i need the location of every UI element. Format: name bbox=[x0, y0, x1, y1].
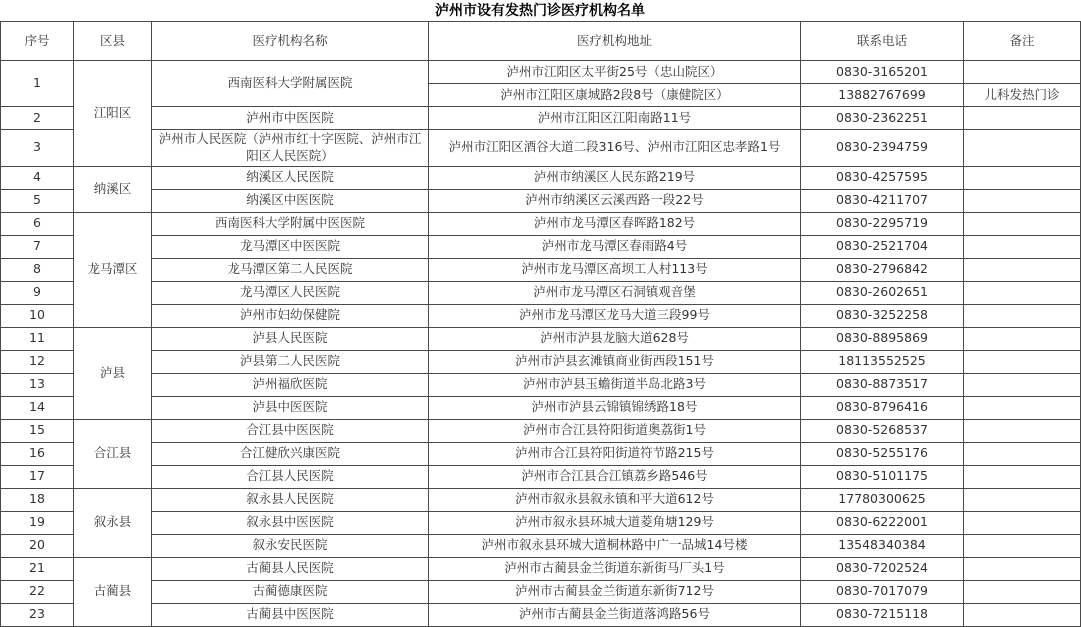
cell-no: 23 bbox=[1, 603, 74, 626]
cell-no: 1 bbox=[1, 61, 74, 107]
cell-phone: 0830-8873517 bbox=[801, 373, 964, 396]
cell-address: 泸州市古蔺县金兰街道落鸿路56号 bbox=[429, 603, 801, 626]
cell-remark bbox=[964, 304, 1081, 327]
cell-phone: 0830-5255176 bbox=[801, 442, 964, 465]
table-row bbox=[1, 488, 1081, 511]
cell-remark bbox=[964, 350, 1081, 373]
cell-phone: 0830-2521704 bbox=[801, 235, 964, 258]
cell-no: 21 bbox=[1, 557, 74, 580]
cell-address: 泸州市古蔺县金兰街道东新街712号 bbox=[429, 580, 801, 603]
cell-institution-name: 合江健欣兴康医院 bbox=[152, 442, 429, 465]
cell-remark bbox=[964, 166, 1081, 189]
cell-address: 泸州市江阳区太平街25号（忠山院区） bbox=[429, 61, 801, 84]
cell-institution-name: 叙永县人民医院 bbox=[152, 488, 429, 511]
cell-institution-name: 泸县第二人民医院 bbox=[152, 350, 429, 373]
table-row bbox=[1, 511, 1081, 534]
cell-institution-name: 纳溪区人民医院 bbox=[152, 166, 429, 189]
cell-no: 15 bbox=[1, 419, 74, 442]
column-header-phone: 联系电话 bbox=[801, 22, 964, 61]
table-row bbox=[1, 258, 1081, 281]
cell-phone: 0830-2362251 bbox=[801, 107, 964, 130]
column-header-address: 医疗机构地址 bbox=[429, 22, 801, 61]
cell-institution-name: 龙马潭区人民医院 bbox=[152, 281, 429, 304]
column-header-no: 序号 bbox=[1, 22, 74, 61]
table-row bbox=[1, 130, 1081, 167]
cell-remark bbox=[964, 557, 1081, 580]
column-header-district: 区县 bbox=[74, 22, 152, 61]
cell-remark bbox=[964, 258, 1081, 281]
cell-address: 泸州市合江县符阳街道奥荔街1号 bbox=[429, 419, 801, 442]
cell-institution-name: 泸州市中医医院 bbox=[152, 107, 429, 130]
table-row bbox=[1, 107, 1081, 130]
cell-address: 泸州市纳溪区人民东路219号 bbox=[429, 166, 801, 189]
cell-phone: 0830-3165201 bbox=[801, 61, 964, 84]
cell-district: 古蔺县 bbox=[74, 557, 152, 626]
table-row bbox=[1, 373, 1081, 396]
cell-phone: 0830-7202524 bbox=[801, 557, 964, 580]
cell-address: 泸州市古蔺县金兰街道东新街马厂头1号 bbox=[429, 557, 801, 580]
cell-institution-name: 泸州市人民医院（泸州市红十字医院、泸州市江阳区人民医院） bbox=[152, 130, 429, 167]
cell-institution-name: 叙永安民医院 bbox=[152, 534, 429, 557]
cell-no: 12 bbox=[1, 350, 74, 373]
table-row bbox=[1, 557, 1081, 580]
cell-institution-name: 古蔺县人民医院 bbox=[152, 557, 429, 580]
cell-remark bbox=[964, 580, 1081, 603]
cell-remark bbox=[964, 373, 1081, 396]
cell-no: 11 bbox=[1, 327, 74, 350]
column-header-institution-name: 医疗机构名称 bbox=[152, 22, 429, 61]
cell-address: 泸州市江阳区康城路2段8号（康健院区） bbox=[429, 84, 801, 107]
cell-district: 纳溪区 bbox=[74, 166, 152, 212]
cell-phone: 0830-2796842 bbox=[801, 258, 964, 281]
cell-institution-name: 合江县人民医院 bbox=[152, 465, 429, 488]
table-row bbox=[1, 534, 1081, 557]
cell-remark bbox=[964, 327, 1081, 350]
cell-address: 泸州市叙永县叙永镇和平大道612号 bbox=[429, 488, 801, 511]
cell-no: 8 bbox=[1, 258, 74, 281]
cell-district: 叙永县 bbox=[74, 488, 152, 557]
table-row bbox=[1, 396, 1081, 419]
cell-remark bbox=[964, 281, 1081, 304]
cell-remark bbox=[964, 511, 1081, 534]
fever-clinic-table bbox=[0, 21, 1081, 627]
table-row bbox=[1, 189, 1081, 212]
cell-address: 泸州市合江县符阳街道符节路215号 bbox=[429, 442, 801, 465]
cell-institution-name: 泸州市妇幼保健院 bbox=[152, 304, 429, 327]
cell-address: 泸州市龙马潭区高坝工人村113号 bbox=[429, 258, 801, 281]
cell-district: 泸县 bbox=[74, 327, 152, 419]
cell-district: 江阳区 bbox=[74, 61, 152, 167]
cell-no: 19 bbox=[1, 511, 74, 534]
cell-remark bbox=[964, 107, 1081, 130]
cell-phone: 0830-2602651 bbox=[801, 281, 964, 304]
cell-address: 泸州市龙马潭区春雨路4号 bbox=[429, 235, 801, 258]
cell-no: 6 bbox=[1, 212, 74, 235]
cell-address: 泸州市泸县玉蟾街道半岛北路3号 bbox=[429, 373, 801, 396]
cell-phone: 0830-7017079 bbox=[801, 580, 964, 603]
cell-address: 泸州市江阳区酒谷大道二段316号、泸州市江阳区忠孝路1号 bbox=[429, 130, 801, 167]
cell-phone: 0830-5101175 bbox=[801, 465, 964, 488]
table-row bbox=[1, 212, 1081, 235]
table-row bbox=[1, 350, 1081, 373]
cell-institution-name: 古蔺德康医院 bbox=[152, 580, 429, 603]
cell-institution-name: 合江县中医医院 bbox=[152, 419, 429, 442]
cell-no: 9 bbox=[1, 281, 74, 304]
cell-no: 18 bbox=[1, 488, 74, 511]
cell-remark bbox=[964, 212, 1081, 235]
table-row bbox=[1, 281, 1081, 304]
cell-remark bbox=[964, 396, 1081, 419]
cell-remark bbox=[964, 534, 1081, 557]
cell-remark bbox=[964, 130, 1081, 167]
cell-phone: 0830-2295719 bbox=[801, 212, 964, 235]
cell-remark bbox=[964, 189, 1081, 212]
cell-address: 泸州市龙马潭区龙马大道三段99号 bbox=[429, 304, 801, 327]
cell-address: 泸州市合江县合江镇荔乡路546号 bbox=[429, 465, 801, 488]
cell-remark bbox=[964, 603, 1081, 626]
column-header-remark: 备注 bbox=[964, 22, 1081, 61]
cell-institution-name: 叙永县中医医院 bbox=[152, 511, 429, 534]
cell-no: 7 bbox=[1, 235, 74, 258]
cell-address: 泸州市龙马潭区石洞镇观音堡 bbox=[429, 281, 801, 304]
cell-phone: 0830-6222001 bbox=[801, 511, 964, 534]
cell-no: 13 bbox=[1, 373, 74, 396]
page-title: 泸州市设有发热门诊医疗机构名单 bbox=[435, 3, 645, 19]
cell-address: 泸州市叙永县环城大道菱角塘129号 bbox=[429, 511, 801, 534]
table-row bbox=[1, 603, 1081, 626]
cell-address: 泸州市江阳区江阳南路11号 bbox=[429, 107, 801, 130]
table-row bbox=[1, 419, 1081, 442]
cell-no: 10 bbox=[1, 304, 74, 327]
header-row bbox=[1, 22, 1081, 61]
cell-institution-name: 古蔺县中医医院 bbox=[152, 603, 429, 626]
cell-district: 龙马潭区 bbox=[74, 212, 152, 327]
cell-address: 泸州市纳溪区云溪西路一段22号 bbox=[429, 189, 801, 212]
table-row bbox=[1, 465, 1081, 488]
cell-phone: 0830-4257595 bbox=[801, 166, 964, 189]
cell-institution-name: 龙马潭区中医医院 bbox=[152, 235, 429, 258]
cell-address: 泸州市泸县云锦镇锦绣路18号 bbox=[429, 396, 801, 419]
cell-remark bbox=[964, 465, 1081, 488]
cell-phone: 17780300625 bbox=[801, 488, 964, 511]
table-row bbox=[1, 327, 1081, 350]
cell-remark bbox=[964, 235, 1081, 258]
cell-phone: 13548340384 bbox=[801, 534, 964, 557]
table-row bbox=[1, 442, 1081, 465]
cell-phone: 18113552525 bbox=[801, 350, 964, 373]
table-row bbox=[1, 235, 1081, 258]
cell-institution-name: 泸县人民医院 bbox=[152, 327, 429, 350]
cell-institution-name: 泸县中医医院 bbox=[152, 396, 429, 419]
cell-phone: 0830-3252258 bbox=[801, 304, 964, 327]
cell-no: 3 bbox=[1, 130, 74, 167]
table-row bbox=[1, 304, 1081, 327]
cell-remark bbox=[964, 442, 1081, 465]
cell-institution-name: 西南医科大学附属医院 bbox=[152, 61, 429, 107]
cell-institution-name: 龙马潭区第二人民医院 bbox=[152, 258, 429, 281]
cell-no: 4 bbox=[1, 166, 74, 189]
table-body bbox=[1, 61, 1081, 627]
cell-institution-name: 纳溪区中医医院 bbox=[152, 189, 429, 212]
cell-remark: 儿科发热门诊 bbox=[964, 84, 1081, 107]
cell-institution-name: 西南医科大学附属中医医院 bbox=[152, 212, 429, 235]
cell-phone: 0830-4211707 bbox=[801, 189, 964, 212]
table-row bbox=[1, 580, 1081, 603]
cell-remark bbox=[964, 488, 1081, 511]
cell-phone: 0830-5268537 bbox=[801, 419, 964, 442]
cell-address: 泸州市叙永县环城大道桐林路中广一品城14号楼 bbox=[429, 534, 801, 557]
cell-no: 16 bbox=[1, 442, 74, 465]
cell-no: 2 bbox=[1, 107, 74, 130]
cell-no: 5 bbox=[1, 189, 74, 212]
table-row bbox=[1, 61, 1081, 84]
cell-institution-name: 泸州福欣医院 bbox=[152, 373, 429, 396]
table-row bbox=[1, 166, 1081, 189]
cell-address: 泸州市泸县龙脑大道628号 bbox=[429, 327, 801, 350]
cell-address: 泸州市龙马潭区春晖路182号 bbox=[429, 212, 801, 235]
cell-no: 14 bbox=[1, 396, 74, 419]
cell-no: 17 bbox=[1, 465, 74, 488]
cell-address: 泸州市泸县玄滩镇商业街西段151号 bbox=[429, 350, 801, 373]
cell-phone: 0830-8796416 bbox=[801, 396, 964, 419]
cell-phone: 0830-8895869 bbox=[801, 327, 964, 350]
cell-no: 20 bbox=[1, 534, 74, 557]
cell-district: 合江县 bbox=[74, 419, 152, 488]
cell-remark bbox=[964, 61, 1081, 84]
cell-phone: 13882767699 bbox=[801, 84, 964, 107]
cell-phone: 0830-7215118 bbox=[801, 603, 964, 626]
cell-no: 22 bbox=[1, 580, 74, 603]
cell-remark bbox=[964, 419, 1081, 442]
cell-phone: 0830-2394759 bbox=[801, 130, 964, 167]
